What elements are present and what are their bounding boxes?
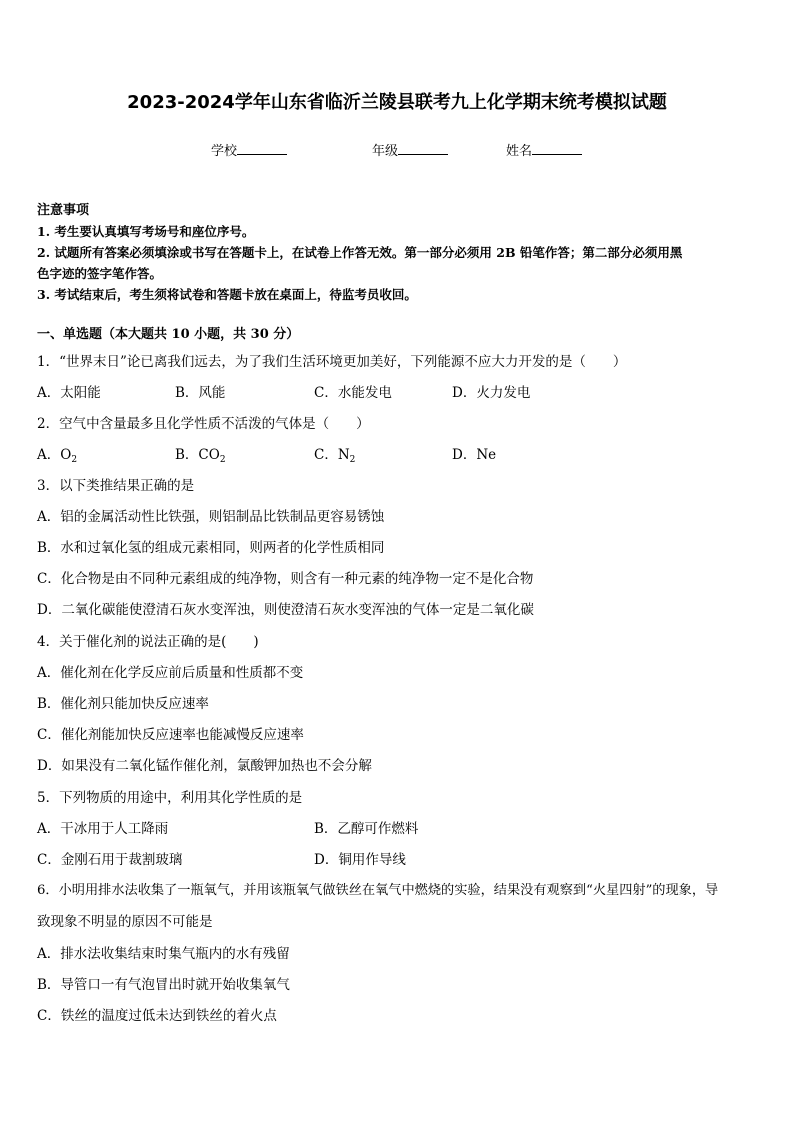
name-field (506, 140, 582, 159)
option-c: C．铁丝的温度过低未达到铁丝的着火点 (37, 1008, 277, 1024)
option-d: D．铜用作导线 (314, 852, 406, 868)
option-a: A．$O_2$ (37, 447, 78, 465)
page-title: 2023-2024学年山东省临沂兰陵县联考九上化学期末统考模拟试题 (127, 92, 667, 113)
option-c: C．金刚石用于裁割玻璃 (37, 852, 183, 868)
grade-field (372, 140, 448, 159)
option-d: D．二氧化碳能使澄清石灰水变浑浊，则使澄清石灰水变浑浊的气体一定是二氧化碳 (37, 602, 534, 618)
question-stem: 2．空气中含量最多且化学性质不活泼的气体是（ ） (37, 416, 370, 432)
notice-item: 3. 考试结束后，考生须将试卷和答题卡放在桌面上，待监考员收回。 (37, 287, 417, 302)
option-a: A．催化剂在化学反应前后质量和性质都不变 (37, 665, 304, 681)
grade-label: 年级 (372, 144, 399, 159)
option-c: C．催化剂能加快反应速率也能减慢反应速率 (37, 727, 304, 743)
option-d: D．如果没有二氧化锰作催化剂，氯酸钾加热也不会分解 (37, 758, 372, 774)
school-field (211, 140, 287, 159)
option-a: A．干冰用于人工降雨 (37, 821, 169, 837)
option-b: B．乙醇可作燃料 (314, 821, 419, 837)
notice-item: 2. 试题所有答案必须填涂或书写在答题卡上，在试卷上作答无效。第一部分必须用 2B 铅笔作答；第二部分必须用黑 (37, 245, 683, 260)
school-blank (237, 142, 287, 155)
option-b: B．风能 (175, 385, 226, 401)
question-stem: 5．下列物质的用途中，利用其化学性质的是 (37, 790, 303, 806)
section-heading: 一、单选题（本大题共 10 小题，共 30 分） (37, 327, 300, 342)
option-b: B．催化剂只能加快反应速率 (37, 696, 209, 712)
question-stem: 6．小明用排水法收集了一瓶氧气，并用该瓶氧气做铁丝在氧气中燃烧的实验，结果没有观察到“火星四射”的现象，导 (37, 883, 719, 898)
name-label: 姓名 (506, 144, 533, 159)
notice-heading: 注意事项 (37, 203, 90, 218)
option-c: C．水能发电 (314, 385, 392, 401)
option-a: A．太阳能 (37, 385, 101, 401)
question-stem: 4．关于催化剂的说法正确的是( ) (37, 634, 259, 650)
option-c: C．化合物是由不同种元素组成的纯净物，则含有一种元素的纯净物一定不是化合物 (37, 571, 534, 587)
option-a: A．排水法收集结束时集气瓶内的水有残留 (37, 946, 290, 962)
option-b: B．水和过氧化氢的组成元素相同，则两者的化学性质相同 (37, 540, 385, 556)
name-blank (532, 142, 582, 155)
option-a: A．铝的金属活动性比铁强，则铝制品比铁制品更容易锈蚀 (37, 509, 385, 525)
question-stem: 1．“世界末日”论已离我们远去，为了我们生活环境更加美好，下列能源不应大力开发的是（ ） (37, 354, 627, 370)
option-d: D．火力发电 (452, 385, 531, 401)
option-b: B．$CO_2$ (175, 447, 226, 465)
option-d: D．Ne (452, 447, 497, 463)
grade-blank (398, 142, 448, 155)
notice-item: 色字迹的签字笔作答。 (37, 266, 163, 281)
notice-item: 1. 考生要认真填写考场号和座位序号。 (37, 224, 255, 239)
option-b: B．导管口一有气泡冒出时就开始收集氧气 (37, 977, 290, 993)
option-c: C．$N_2$ (314, 447, 356, 465)
question-stem: 3．以下类推结果正确的是 (37, 478, 195, 494)
question-stem-continued: 致现象不明显的原因不可能是 (37, 914, 213, 930)
school-label: 学校 (211, 144, 238, 159)
